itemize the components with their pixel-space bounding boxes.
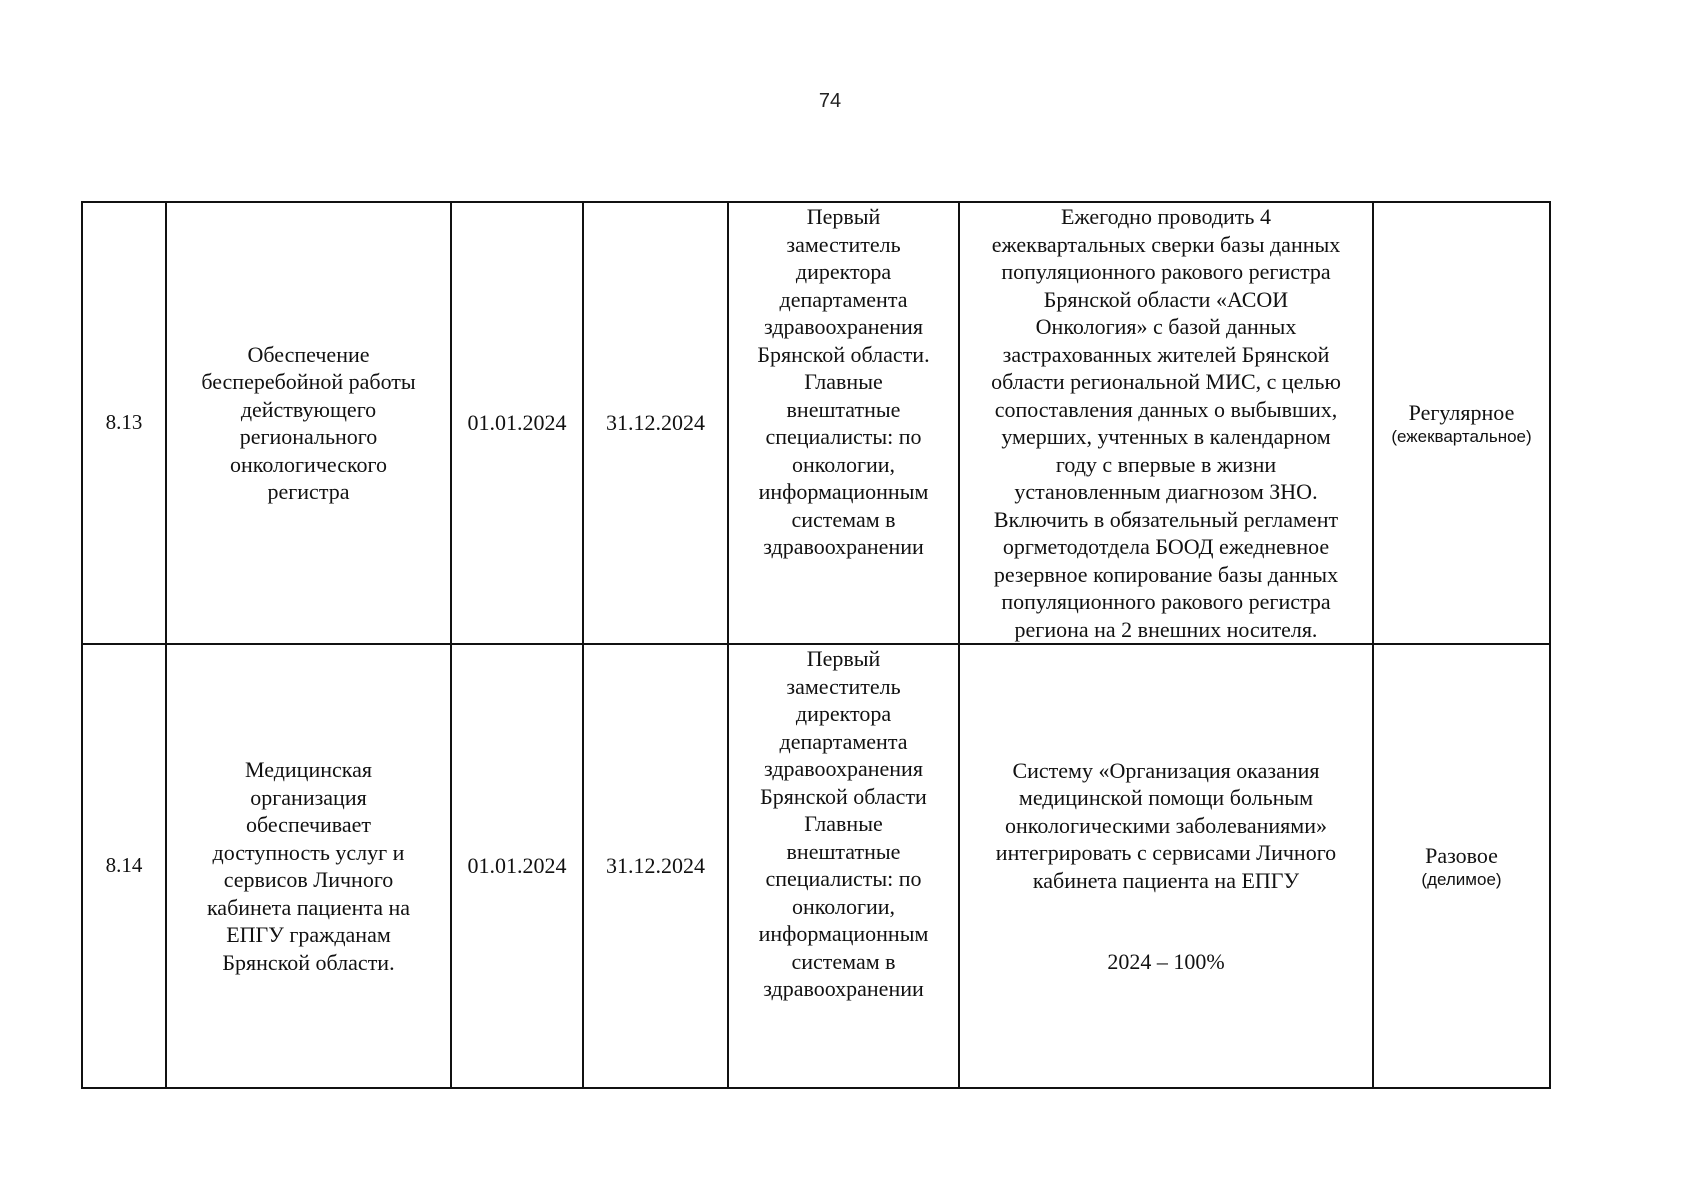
table-row (82, 202, 1550, 644)
periodicity-type: Разовое (1425, 842, 1498, 868)
item-description: Медицинская организация обеспечивает доступность услуг и сервисов Личного кабинета пациента на ЕПГУ гражданам Брянской области. (166, 644, 451, 1088)
periodicity (1373, 644, 1550, 1088)
expected-result (959, 202, 1373, 644)
periodicity-type: Регулярное (1408, 399, 1515, 425)
expected-result (959, 644, 1373, 1088)
responsible-persons: Первый заместитель директора департамента здравоохранения Брянской области. Главные внештатные специалисты: по онкологии, информационным системам в здравоохранении (728, 202, 959, 644)
item-description: Обеспечение бесперебойной работы действующего регионального онкологического регистра (166, 202, 451, 644)
result-target: 2024 – 100% (1107, 949, 1225, 974)
page-number: 74 (818, 90, 842, 112)
periodicity (1373, 202, 1550, 644)
start-date: 01.01.2024 (451, 644, 583, 1088)
end-date: 31.12.2024 (583, 202, 728, 644)
periodicity-note: (ежеквартальное) (1391, 426, 1532, 446)
start-date: 01.01.2024 (451, 202, 583, 644)
activities-table (81, 201, 1551, 1089)
end-date: 31.12.2024 (583, 644, 728, 1088)
result-text: Систему «Организация оказания медицинской помощи больным онкологическими заболеваниями» интегрировать с сервисами Личного кабинета пациента на ЕПГУ (995, 757, 1337, 893)
result-text: Ежегодно проводить 4 ежеквартальных сверки базы данных популяционного ракового регистра Брянской области «АСОИ Онкология» с базой данных застрахованных жителей Брянской области региональной МИС, с целью сопоставления данных о выбывших, умерших, учтенных в календарном году с впервые в жизни установленным диагнозом ЗНО. Включить в обязательный регламент оргметодотдела БООД ежедневное резервное копирование базы данных популяционного ракового регистра региона на 2 внешних носителя. (991, 204, 1341, 642)
responsible-persons: Первый заместитель директора департамента здравоохранения Брянской области Главные внештатные специалисты: по онкологии, информационным системам в здравоохранении (728, 644, 959, 1088)
item-number: 8.13 (82, 202, 166, 644)
table-row (82, 644, 1550, 1088)
periodicity-note: (делимое) (1421, 869, 1502, 889)
item-number: 8.14 (82, 644, 166, 1088)
